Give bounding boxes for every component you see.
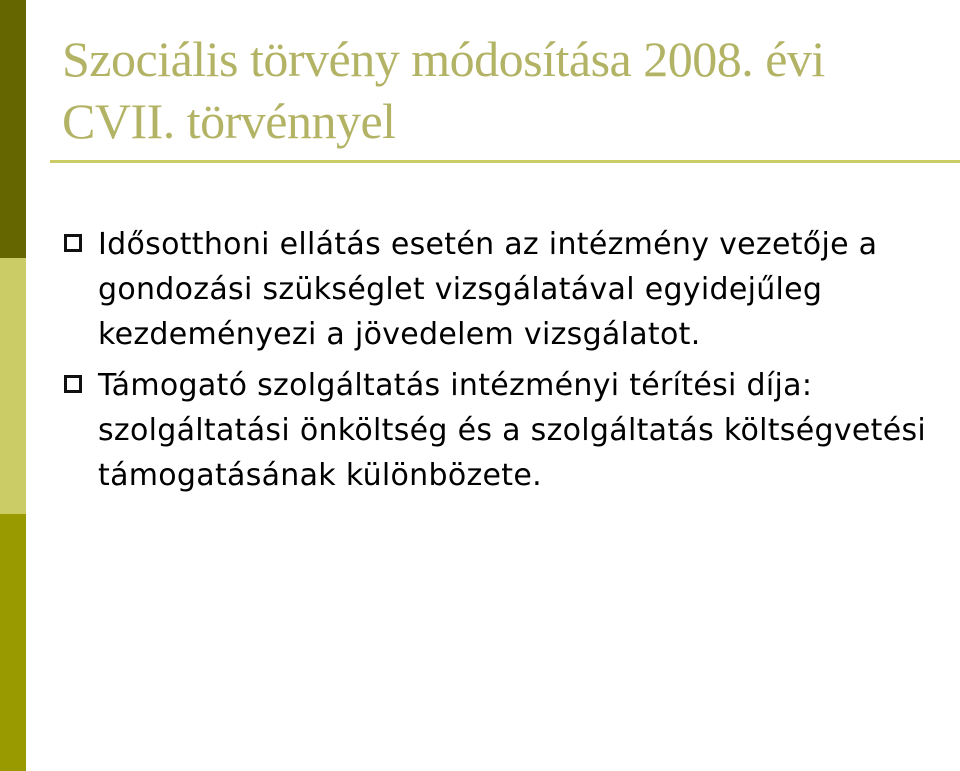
side-bar-middle <box>0 258 26 514</box>
bullet-list <box>62 222 952 504</box>
title-divider <box>50 160 960 163</box>
square-bullet-icon <box>64 234 82 249</box>
bullet-item-2 <box>62 363 952 498</box>
bullet-item-1 <box>62 222 952 357</box>
bullet-text-1: Idősotthoni ellátás esetén az intézmény vezetője a gondozási szükséglet vizsgálatával egyidejűleg kezdeményezi a jövedelem vizsgálatot. <box>98 227 878 352</box>
square-bullet-icon <box>64 375 82 390</box>
side-bar-top <box>0 0 26 258</box>
bullet-text-2: Támogató szolgáltatás intézményi térítési díja: szolgáltatási önköltség és a szolgáltatás költségvetési támogatásának különbözete. <box>98 368 927 493</box>
side-bar-bottom <box>0 514 26 771</box>
slide-title: Szociális törvény módosítása 2008. évi CVII. törvénnyel <box>62 31 825 149</box>
